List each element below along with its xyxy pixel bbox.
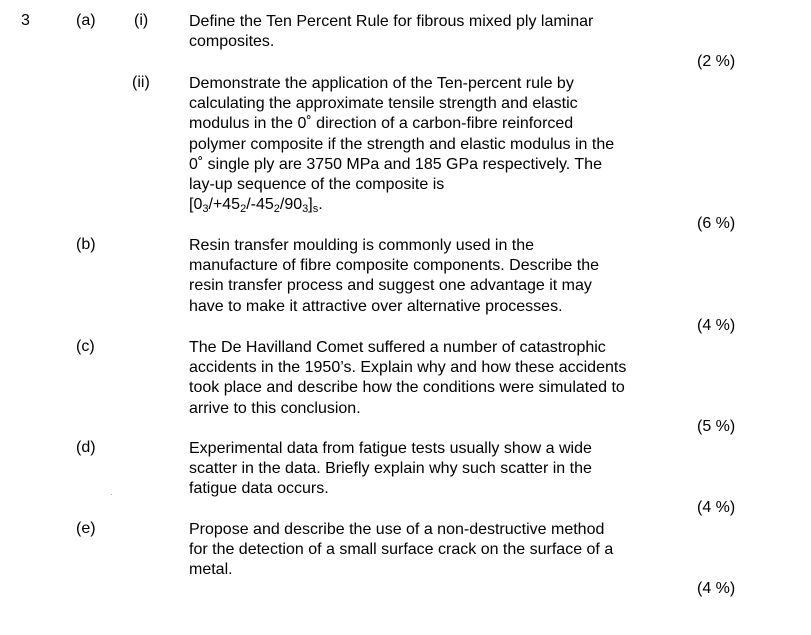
text-line: arrive to this conclusion. [189,399,361,417]
text-line: have to make it attractive over alternative processes. [189,297,563,315]
part-e-label: (e) [76,520,96,537]
part-b-text [189,236,599,317]
part-c-marks: (5 %) [697,418,736,435]
text-line: manufacture of fibre composite components. Describe the [189,257,599,275]
part-e-text [189,520,613,581]
part-a-label: (a) [76,12,96,29]
subpart-ii-label: (ii) [132,74,150,91]
subpart-i-label: (i) [134,12,149,29]
text-line: Propose and describe the use of a non-destructive method [189,521,605,538]
text-line: fatigue data occurs. [189,480,329,498]
text-line: took place and describe how the conditions were simulated to [189,379,625,397]
question-number: 3 [21,12,30,29]
part-a-ii-text [189,74,614,215]
text-line: Define the Ten Percent Rule for fibrous mixed ply laminar [189,13,594,30]
part-d-label: (d) [76,439,96,456]
text-line: Resin transfer moulding is commonly used in the [189,237,535,254]
text-line: metal. [189,561,233,579]
part-e-marks: (4 %) [697,580,736,597]
part-b-label: (b) [76,236,96,253]
text-line: Demonstrate the application of the Ten-percent rule by [189,75,574,92]
text-line: Experimental data from fatigue tests usually show a wide [189,440,592,457]
part-a-ii-marks: (6 %) [697,215,736,232]
text-line: composites. [189,33,275,51]
text-line: lay-up sequence of the composite is [189,176,445,194]
layup-sequence: $[0_3/+45_2/-45_2/90_3]_s$. [189,196,323,216]
text-line: The De Havilland Comet suffered a number of catastrophic [189,339,606,356]
text-line: resin transfer process and suggest one advantage it may [189,277,592,295]
text-line: polymer composite if the strength and elastic modulus in the [189,135,615,153]
text-line: calculating the approximate tensile strength and elastic [189,95,578,113]
text-line: scatter in the data. Briefly explain why such scatter in the [189,460,592,478]
scan-speck [111,494,112,495]
text-line: for the detection of a small surface crack on the surface of a [189,541,614,559]
part-b-marks: (4 %) [697,317,736,334]
text-line: accidents in the 1950’s. Explain why and how these accidents [189,359,627,377]
text-line: 0˚ single ply are 3750 MPa and 185 GPa respectively. The [189,155,602,173]
part-a-i-marks: (2 %) [697,53,736,70]
text-line: modulus in the 0˚ direction of a carbon-fibre reinforced [189,115,574,133]
part-a-i-text [189,12,593,52]
part-c-label: (c) [76,338,95,355]
part-d-marks: (4 %) [697,499,736,516]
part-d-text [189,439,592,500]
part-c-text [189,338,626,419]
